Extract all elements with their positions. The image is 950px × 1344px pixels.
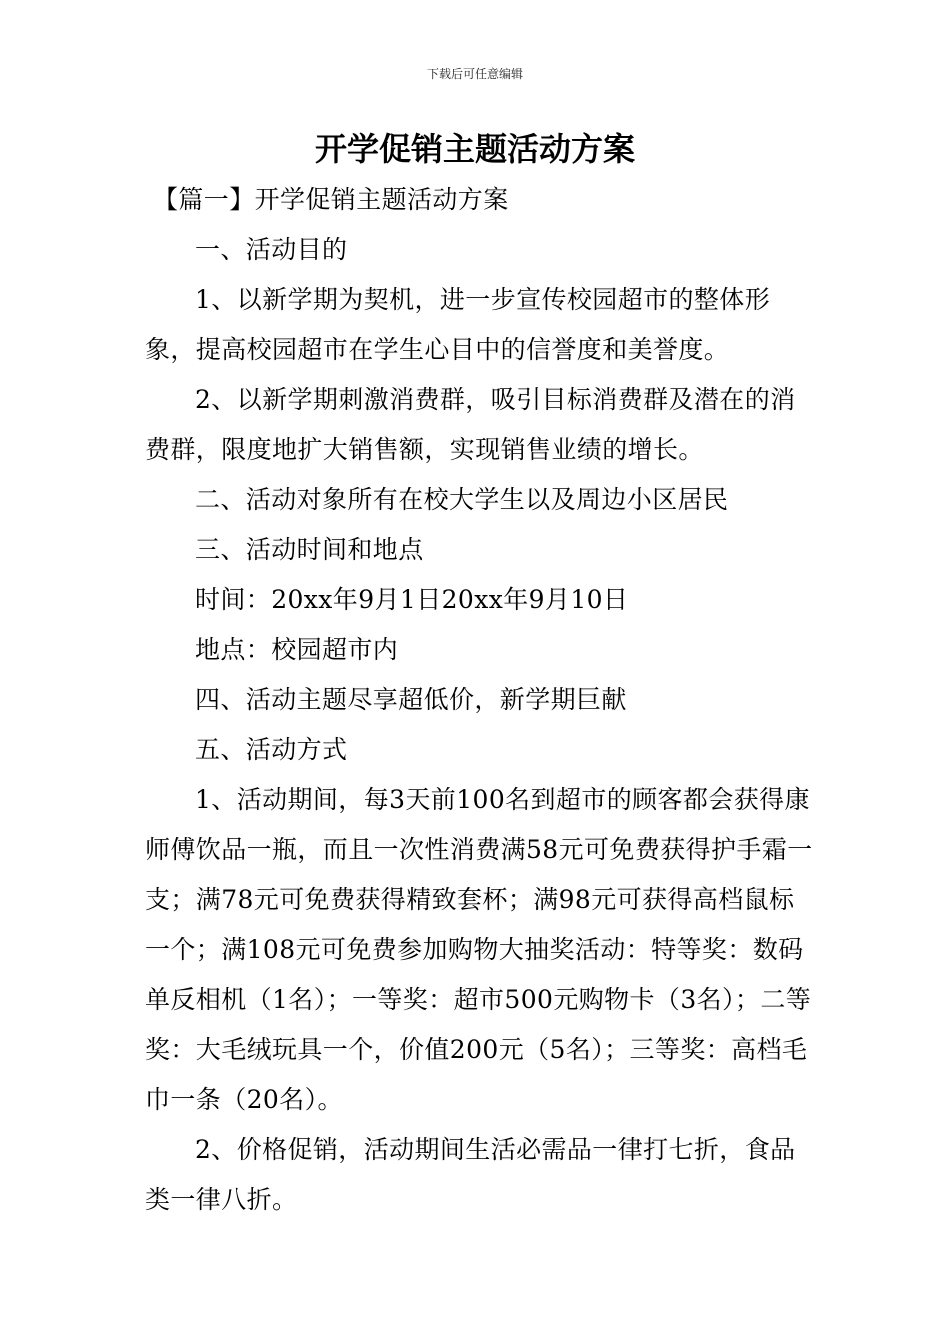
section-heading: 【篇一】开学促销主题活动方案: [153, 185, 509, 214]
paragraph-theme: 四、活动主题尽享超低价，新学期巨献: [195, 685, 627, 714]
paragraph-method-heading: 五、活动方式: [195, 735, 348, 764]
paragraph-goal-heading: 一、活动目的: [195, 235, 348, 264]
paragraph-method-2: 2、价格促销，活动期间生活必需品一律打七折，食品类一律八折。: [145, 1135, 796, 1214]
paragraph-audience: 二、活动对象所有在校大学生以及周边小区居民: [195, 485, 729, 514]
header-note: 下载后可任意编辑: [426, 67, 523, 81]
paragraph-goal-1: 1、以新学期为契机，进一步宣传校园超市的整体形象，提高校园超市在学生心目中的信誉度和美誉度。: [145, 285, 771, 364]
document-body: [145, 175, 815, 1225]
document-title: 开学促销主题活动方案: [314, 130, 635, 168]
paragraph-time-place-heading: 三、活动时间和地点: [195, 535, 424, 564]
paragraph-method-1: 1、活动期间，每3天前100名到超市的顾客都会获得康师傅饮品一瓶，而且一次性消费满58元可免费获得护手霜一支；满78元可免费获得精致套杯；满98元可获得高档鼠标一个；满108元可免费参加购物大抽奖活动：特等奖：数码单反相机（1名）；一等奖：超市500元购物卡（3名）；二等奖：大毛绒玩具一个，价值200元（5名）；三等奖：高档毛巾一条（20名）。: [145, 785, 813, 1114]
paragraph-place: 地点：校园超市内: [195, 635, 399, 664]
paragraph-goal-2: 2、以新学期刺激消费群，吸引目标消费群及潜在的消费群，限度地扩大销售额，实现销售业绩的增长。: [145, 385, 796, 464]
paragraph-time: 时间：20xx年9月1日20xx年9月10日: [195, 585, 629, 614]
